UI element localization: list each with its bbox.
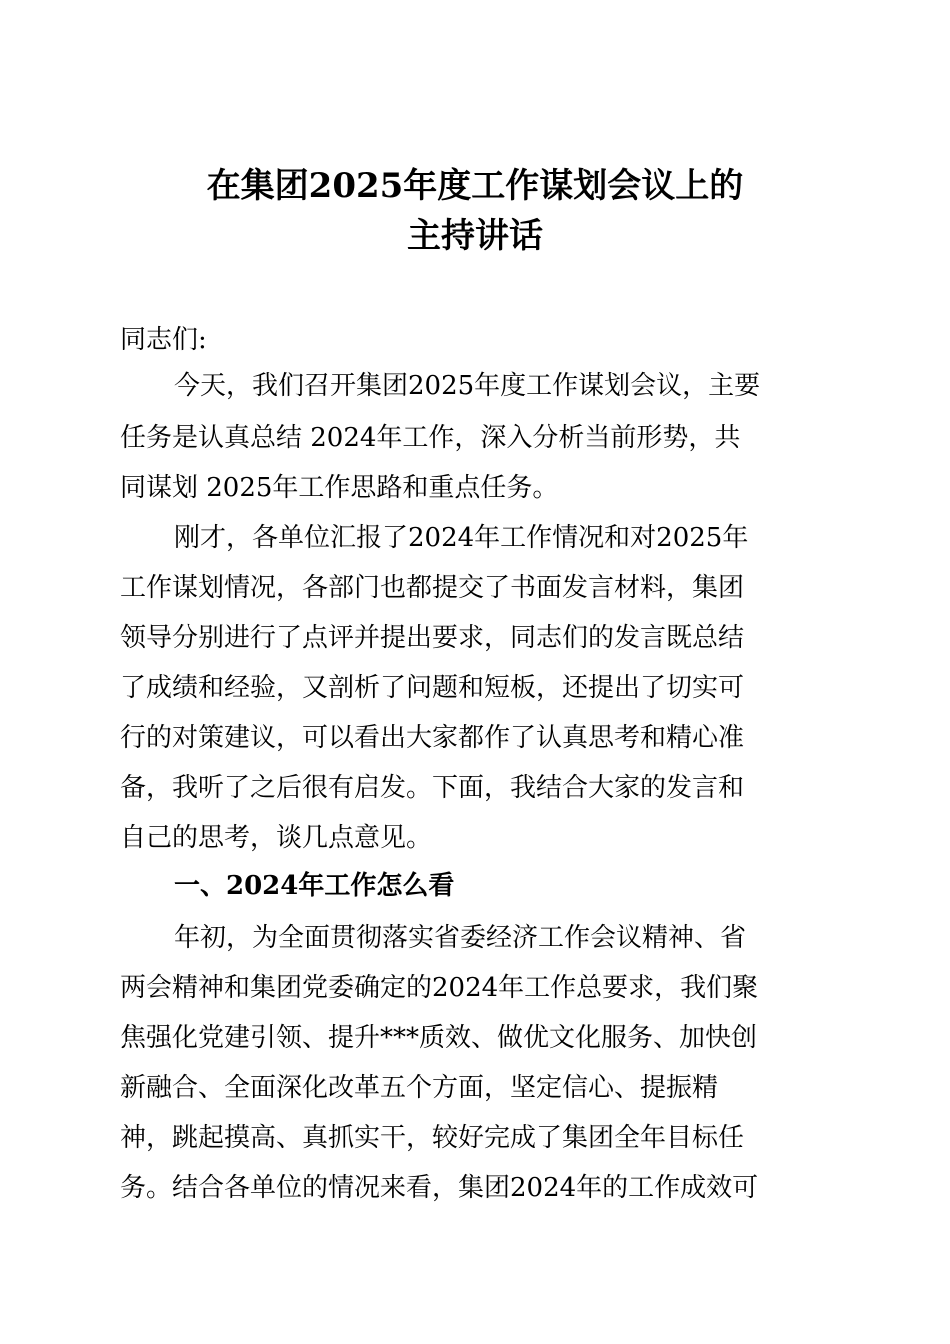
paragraph-3-line: 年初，为全面贯彻落实省委经济工作会议精神、省: [174, 923, 747, 953]
title-line-1: 在集团2025年度工作谋划会议上的: [206, 166, 744, 206]
paragraph-3-line: 神，跳起摸高、真抓实干，较好完成了集团全年目标任: [120, 1123, 745, 1153]
paragraph-2-line: 工作谋划情况，各部门也都提交了书面发言材料，集团: [120, 573, 745, 603]
paragraph-3-line: 两会精神和集团党委确定的2024年工作总要求，我们聚: [120, 973, 759, 1003]
paragraph-1-line: 同谋划 2025年工作思路和重点任务。: [120, 473, 559, 503]
paragraph-1-line: 任务是认真总结 2024年工作，深入分析当前形势，共: [120, 423, 741, 453]
paragraph-2-line: 备，我听了之后很有启发。下面，我结合大家的发言和: [120, 773, 745, 803]
paragraph-2-line: 行的对策建议，可以看出大家都作了认真思考和精心准: [120, 723, 745, 753]
salutation: 同志们:: [120, 325, 207, 355]
paragraph-2-line: 自己的思考，谈几点意见。: [120, 823, 433, 853]
paragraph-1-line: 今天，我们召开集团2025年度工作谋划会议，主要: [174, 371, 761, 401]
section-1-heading: 一、2024年工作怎么看: [174, 871, 455, 901]
paragraph-2-line: 了成绩和经验，又剖析了问题和短板，还提出了切实可: [120, 673, 745, 703]
paragraph-3-line: 务。结合各单位的情况来看，集团2024年的工作成效可: [120, 1173, 759, 1203]
paragraph-2-line: 领导分别进行了点评并提出要求，同志们的发言既总结: [120, 623, 745, 653]
paragraph-3-line: 新融合、全面深化改革五个方面，坚定信心、提振精: [120, 1073, 719, 1103]
paragraph-2-line: 刚才，各单位汇报了2024年工作情况和对2025年: [174, 523, 749, 553]
title-line-2: 主持讲话: [407, 216, 543, 256]
paragraph-3-line: 焦强化党建引领、提升***质效、做优文化服务、加快创: [120, 1023, 758, 1053]
